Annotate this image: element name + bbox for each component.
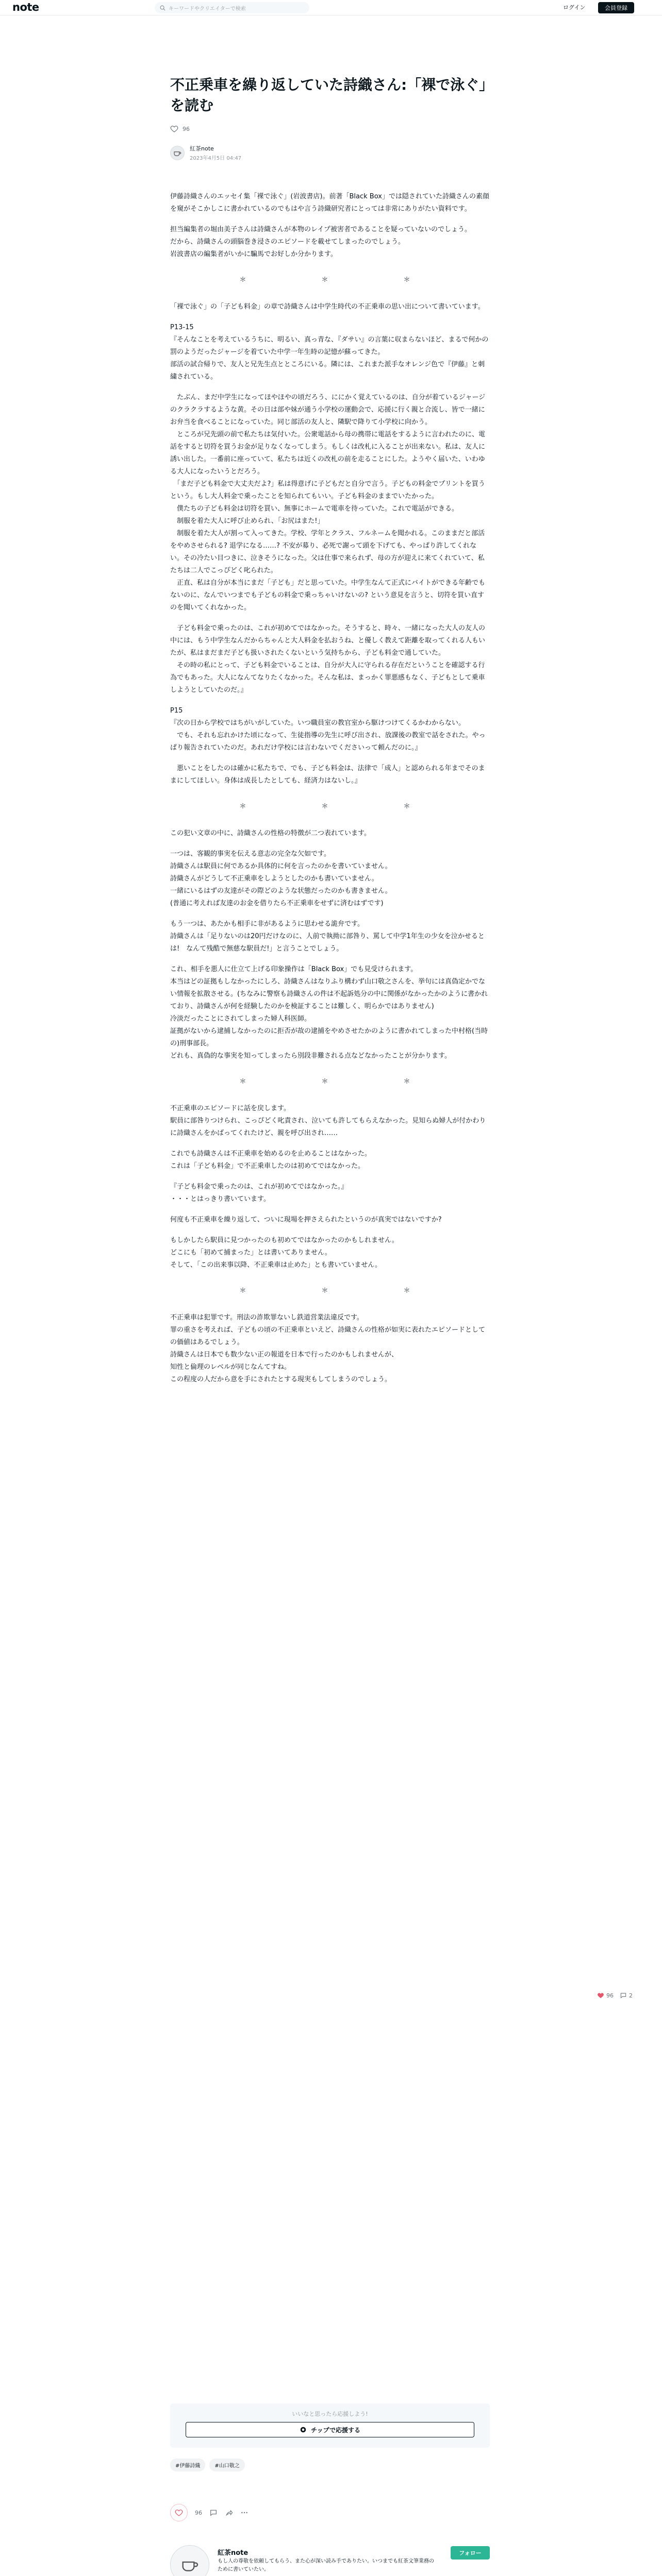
side-comment-count: 2	[629, 1992, 633, 1999]
author-name[interactable]: 紅茶note	[190, 145, 214, 152]
signup-button[interactable]: 会員登録	[598, 2, 634, 13]
tag-list	[170, 2459, 245, 2471]
floating-actions	[597, 1992, 633, 1999]
like-count: 96	[195, 2509, 202, 2516]
side-like-count: 96	[606, 1992, 614, 1999]
title-like-row	[170, 125, 190, 133]
paragraph: 何度も不正乗車を繰り返して、ついに現場を押さえられたというのが真実ではないですか?	[170, 1216, 442, 1224]
author-card-description: もし人の尊敬を依頼してもらう、また心が深い読み手でありたい。いつまでも紅茶文筆業務のために書いていたい。	[218, 2558, 434, 2572]
tag[interactable]: #伊藤詩織	[170, 2459, 205, 2471]
paragraph: これ、相手を悪人に仕立て上げる印象操作は「Black Box」でも見受けられます。 本当はどの証拠もしなかったにしろ、詩織さんはなりふり構わず山口敬之さんを、挙句には真偽定かでない情報を拡散させる。(ちなみに警察も詩織さんの件は不起訴処分の中に関係がなかったかのように書かれており、詩織さんが何を経験したのかを検証することは難しく、明らかではありません) 冷淡だったことにされてしまった婦人科医師。 証拠がないから逮捕しなかったのに拒否が故の逮捕をやめさせたかのように書かれてしまった中村格(当時の)刑事部長。 どれも、真偽的な事実を知ってしまったら別段非難される点などなかったことが分かります。	[170, 965, 488, 1060]
more-icon[interactable]	[240, 2509, 249, 2517]
search-icon	[160, 5, 166, 11]
support-box	[170, 2403, 490, 2448]
top-bar	[0, 0, 662, 15]
section-separator: ＊ ＊ ＊	[239, 1287, 431, 1295]
paragraph: 「裸で泳ぐ」の「子ども料金」の章で詩織さんは中学生時代の不正乗車の思い出について書いています。	[170, 303, 485, 311]
comment-icon[interactable]	[209, 2509, 218, 2517]
article-body	[170, 191, 490, 1394]
heart-icon	[597, 1992, 604, 1999]
paragraph: 子ども料金で乗ったのは、これが初めてではなかった。そうすると、時々、一緒になった大人の友人の中には、もう中学生なんだからちゃんと大人料金を払おうね、と優しく教えて距離を取ってくれる人もいたが、私はまだまだ子ども扱いされたくないという気持ちから、子ども料金で通していた。 その時の私にとって、子ども料金でいることは、自分が大人に守られる存在だということを確認する行為でもあった。大人になんてなりたくなかった。そんな私は、まっかく罪悪感もなく、子どもとして乗車しようとしていたのだ。』	[170, 624, 486, 694]
heart-icon	[175, 2509, 183, 2517]
section-separator: ＊ ＊ ＊	[239, 276, 431, 284]
paragraph: 不正乗車は犯罪です。刑法の詐欺罪ないし鉄道営業法違反です。 罪の重さを考えれば、子どもの頃の不正乗車といえど、詩織さんの性格が如実に表れたエピソードとしての価値はあるでしょう。 詩織さんは日本でも数少ない正の報道を日本で行ったのかもしれませんが、 知性と倫理のレベルが同じなんてすね。 この程度の人だから意を手にされたとする現実もしてしまうのでしょう。	[170, 1314, 486, 1383]
paragraph: たぶん、まだ中学生になってほやほやの頃だろう、ににかく覚えているのは、自分が着ているジャージのクラクラするような黄。その日は部や妹が通う小学校の運動会で、応援に行く親と合流し、皆で一緒にお弁当を食べることになっていた。同じ部活の友人と、隣駅で降りて小学校に向かう。 ところが兄先頭の前で私たちは気付いた。公衆電話から母の携帯に電話をするように言われたのに、電話をすると切符を買うお金が足りなくなってしまう。もしくは改札に入ることが出来ない。私は、友人に誘い出した。一番前に座っていて、私たちは近くの改札の前を走ることにした。ようやく届いた、いわゆる大人になったいうとだろう。 「まだ子ども料金で大丈夫だよ?」私は得意げに子どもだと自分で言う。子どもの料金でプリントを買うという。もし大人料金で乗ったことを知られてもいい。子ども料金のままでいたかった。 僕たちの子ども料金は切符を買い、無事にホームで電車を待っていた。これで電話ができる。 制服を着た大人に呼び止められ、「お尻はまた!」 制服を着た大人が割って入ってきた。学校、学年とクラス、フルネームを聞かれる。このままだと部活をやめさせられる? 退学になる……? 不安が募り、必死で謝って頭を下げても、やっぱり許してくれない。その冷たい目つきに、泣きそうになった。父は仕事で来られず、母の方が迎えに来てくれていて、私たちは二人でこっぴどく叱られた。 正直、私は自分が本当にまだ「子ども」だと思っていた。中学生なんて正式にバイトができる年齢でもないのに、なんでいつまでも子どもの料金で乗っちゃいけないの? という意見を言うと、切符を買い直すのを聞いてくれなかった。	[170, 394, 486, 612]
site-logo[interactable]: note	[12, 1, 39, 13]
teacup-icon	[173, 148, 182, 158]
tag[interactable]: #山口敬之	[209, 2459, 244, 2471]
paragraph: これでも詩織さんは不正乗車を始めるのを止めることはなかった。 これは「子ども料金」で不正乗車したのは初めてではなかった。	[170, 1150, 372, 1170]
follow-button[interactable]: フォロー	[451, 2546, 490, 2560]
paragraph: 一つは、客観的事実を伝える意志の完全な欠如です。 詩織さんは駅員に何であるか具体的に何を言ったのかを書いていません。 詩織さんがどうして不正乗車をしようとしたのかも書いていません。 一緒にいるはずの友達がその際どのような状態だったのかも書きません。 (普通に考えれば友達のお金を借りたら不正乗車をせずに済むはずです)	[170, 850, 392, 907]
paragraph: 不正乗車のエピソードに話を戻します。 駅員に部咎りつけられ、こっぴどく叱責され、泣いても許してもらえなかった。見知らぬ婦人が付かわりに詩織さんをかばってくれたけど、親を呼び出され……	[170, 1105, 486, 1137]
teacup-icon	[179, 2554, 200, 2575]
support-prompt: いいなと思ったら応援しよう!	[292, 2411, 368, 2417]
section-separator: ＊ ＊ ＊	[239, 1078, 431, 1086]
author-card	[170, 2540, 490, 2576]
login-link[interactable]: ログイン	[563, 4, 586, 11]
like-button[interactable]	[170, 2504, 188, 2521]
side-comment[interactable]	[620, 1992, 633, 1999]
action-bar	[170, 2504, 249, 2521]
search-placeholder: キーワードやクリエイターで検索	[169, 6, 246, 12]
paragraph: P13-15 『そんなことを考えているうちに、明るい、真っ青な、『ダサい』の言葉に収まらないほど、まるで何かの罰のようだったジャージを着ていた中学一年生時の記憶が蘇ってきた。 部活の試合帰りで、友人と兄先生点とところにいる。隣には、これまた派手なオレンジ色で『伊藤』と刺繍されている。	[170, 324, 489, 381]
avatar[interactable]	[170, 146, 185, 160]
paragraph: もしかしたら駅員に見つかったのも初めてではなかったのかもしれません。 どこにも「初めて捕まった」とは書いてありません。 そして、「この出来事以降、不正乗車は止めた」とも書いていません。	[170, 1236, 399, 1269]
paragraph: P15 『次の日から学校ではちがいがしていた。いつ職員室の教官室から駆けつけてくるかわからない。 でも、それも忘れかけた頃になって、生徒指導の先生に呼び出され、放課後の教室で話をされた。やっぱり報告されていたのだ。あれだけ学校には言わないでくださいって頼んだのに。』	[170, 707, 486, 752]
paragraph: 伊藤詩織さんのエッセイ集「裸で泳ぐ」(岩波書店)。前著「Black Box」では隠されていた詩織さんの素顔を窺がそこかしこに書かれているのでもはや言う詩織研究者にとっては非常にありがたい資料です。	[170, 193, 489, 213]
chip-icon	[300, 2426, 307, 2433]
author-card-name[interactable]: 紅茶note	[218, 2549, 249, 2557]
paragraph: この犯い文章の中に、詩織さんの性格の特徴が二つ表れています。	[170, 829, 371, 837]
share-icon[interactable]	[225, 2509, 233, 2517]
side-like[interactable]	[597, 1992, 614, 1999]
avatar[interactable]	[170, 2545, 209, 2576]
tip-button[interactable]	[186, 2422, 474, 2437]
tip-button-label: チップで応援する	[310, 2426, 360, 2434]
paragraph: もう一つは、あたかも相手に非があるように思わせる詭弁です。 詩織さんは「足りないのは20円だけなのに、人前で執拗に部咎り、罵して中学1年生の少女を泣かせるとは! なんて残酷で無慈な駅員だ!」と言うことでしょう。	[170, 920, 485, 953]
paragraph: 担当編集者の堀由美子さんは詩織さんが本物のレイプ被害者であることを疑っていないのでしょう。 だから、詩織さんの頭脳巻き浸さのエピソードを載せてしまったのでしょう。 岩波書店の編集者がいかに騙馬でお好しか分かります。	[170, 226, 471, 258]
paragraph: 悪いことをしたのは確かに私たちで、でも、子ども料金は、法律で「成人」と認められる年までそのままにしてほしい。身体は成長したとしても、経済力はないし。』	[170, 765, 485, 785]
heart-icon[interactable]	[170, 125, 178, 133]
title-like-count: 96	[183, 125, 190, 132]
comment-icon	[620, 1992, 627, 1999]
section-separator: ＊ ＊ ＊	[239, 803, 431, 810]
search-input[interactable]	[155, 2, 309, 13]
post-date: 2023年4月5日 04:47	[190, 156, 242, 161]
paragraph: 『子ども料金で乗ったのは、これが初めてではなかった。』 ・・・とはっきり書いています。	[170, 1183, 348, 1203]
article-title: 不正乗車を繰り返していた詩織さん:「裸で泳ぐ」を読む	[170, 76, 487, 114]
author-row[interactable]	[170, 144, 241, 161]
